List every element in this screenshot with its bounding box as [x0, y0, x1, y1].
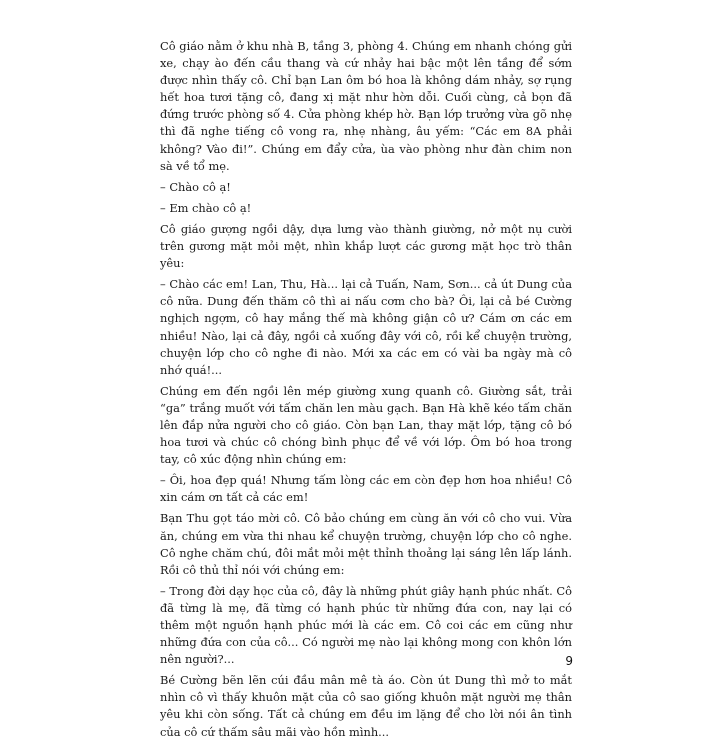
paragraph-dialogue-greeting-2: – Em chào cô ạ! — [160, 200, 252, 215]
paragraph-closing: Bé Cường bẽn lẽn cúi đầu mân mê tà áo. Còn út Dung thì mở to mắt nhìn cô vì thấy khuôn mặt của cô sao giống khuôn mặt người mẹ thân yêu khi còn sống. Tất cả chúng em đều im lặng để cho lời nói ân tình của cô cứ thấm sâu mãi vào hồn mình... — [160, 673, 572, 739]
paragraph-bedside: Chúng em đến ngồi lên mép giường xung quanh cô. Giường sắt, trải “ga” trắng muốt với tấm chăn len màu gạch. Bạn Hà khẽ kéo tấm chăn lên đắp nửa người cho cô giáo. Còn bạn Lan, thay mặt lớp, tặng cô bó hoa tươi và chúc cô chóng bình phục để về với lớp. Ôm bó hoa trong tay, cô xúc động nhìn chúng em: — [160, 383, 572, 467]
paragraph-teacher-speech-3: – Trong đời dạy học của cô, đây là những phút giây hạnh phúc nhất. Cô đã từng là mẹ, đã từng có hạnh phúc từ những đứa con, nay lại có thêm một nguồn hạnh phúc mới là các em. Cô coi các em cũng như những đứa con của cô... Có người mẹ nào lại không mong con khôn lớn nên người?... — [160, 583, 572, 667]
paragraph-teacher-sits-up: Cô giáo gượng ngồi dậy, dựa lưng vào thành giường, nở một nụ cười trên gương mặt mỏi mệt, nhìn khắp lượt các gương mặt học trò thân yêu: — [160, 221, 572, 271]
paragraph-teacher-speech-2: – Ôi, hoa đẹp quá! Nhưng tấm lòng các em còn đẹp hơn hoa nhiều! Cô xin cám ơn tất cả các em! — [160, 473, 572, 505]
paragraph-teacher-speech-1: – Chào các em! Lan, Thu, Hà... lại cả Tuấn, Nam, Sơn... cả út Dung của cô nữa. Dung đến thăm cô thì ai nấu cơm cho bà? Ôi, lại cả bé Cường nghịch ngợm, cô hay mắng thế mà không giận cô ư? Cám ơn các em nhiều! Nào, lại cả đây, ngồi cả xuống đây với cô, rồi kể chuyện trường, chuyện lớp cho cô nghe đi nào. Mới xa các em có vài ba ngày mà cô nhớ quá!... — [160, 277, 572, 377]
paragraph-intro: Cô giáo nằm ở khu nhà B, tầng 3, phòng 4. Chúng em nhanh chóng gửi xe, chạy ào đến cầu thang và cứ nhảy hai bậc một lên tầng để sớm được nhìn thấy cô. Chỉ bạn Lan ôm bó hoa là không dám nhảy, sợ rụng hết hoa tươi tặng cô, đang xị mặt như hờn dỗi. Cuối cùng, cả bọn đã đứng trước phòng số 4. Cửa phòng khép hờ. Bạn lớp trưởng vừa gõ nhẹ thì đã nghe tiếng cô vong ra, nhẹ nhàng, âu yếm: “Các em 8A phải không? Vào đi!”. Chúng em đẩy cửa, ùa vào phòng như đàn chim non sà về tổ mẹ. — [160, 39, 572, 173]
paragraph-dialogue-greeting-1: – Chào cô ạ! — [160, 179, 231, 194]
story-text — [160, 38, 572, 745]
page-number: 9 — [565, 654, 573, 668]
paragraph-apples: Bạn Thu gọt táo mời cô. Cô bảo chúng em cùng ăn với cô cho vui. Vừa ăn, chúng em vừa thi nhau kể chuyện trường, chuyện lớp cho cô nghe. Cô nghe chăm chú, đôi mắt mỏi mệt thỉnh thoảng lại sáng lên lấp lánh. Rồi cô thủ thỉ nói với chúng em: — [160, 511, 572, 577]
